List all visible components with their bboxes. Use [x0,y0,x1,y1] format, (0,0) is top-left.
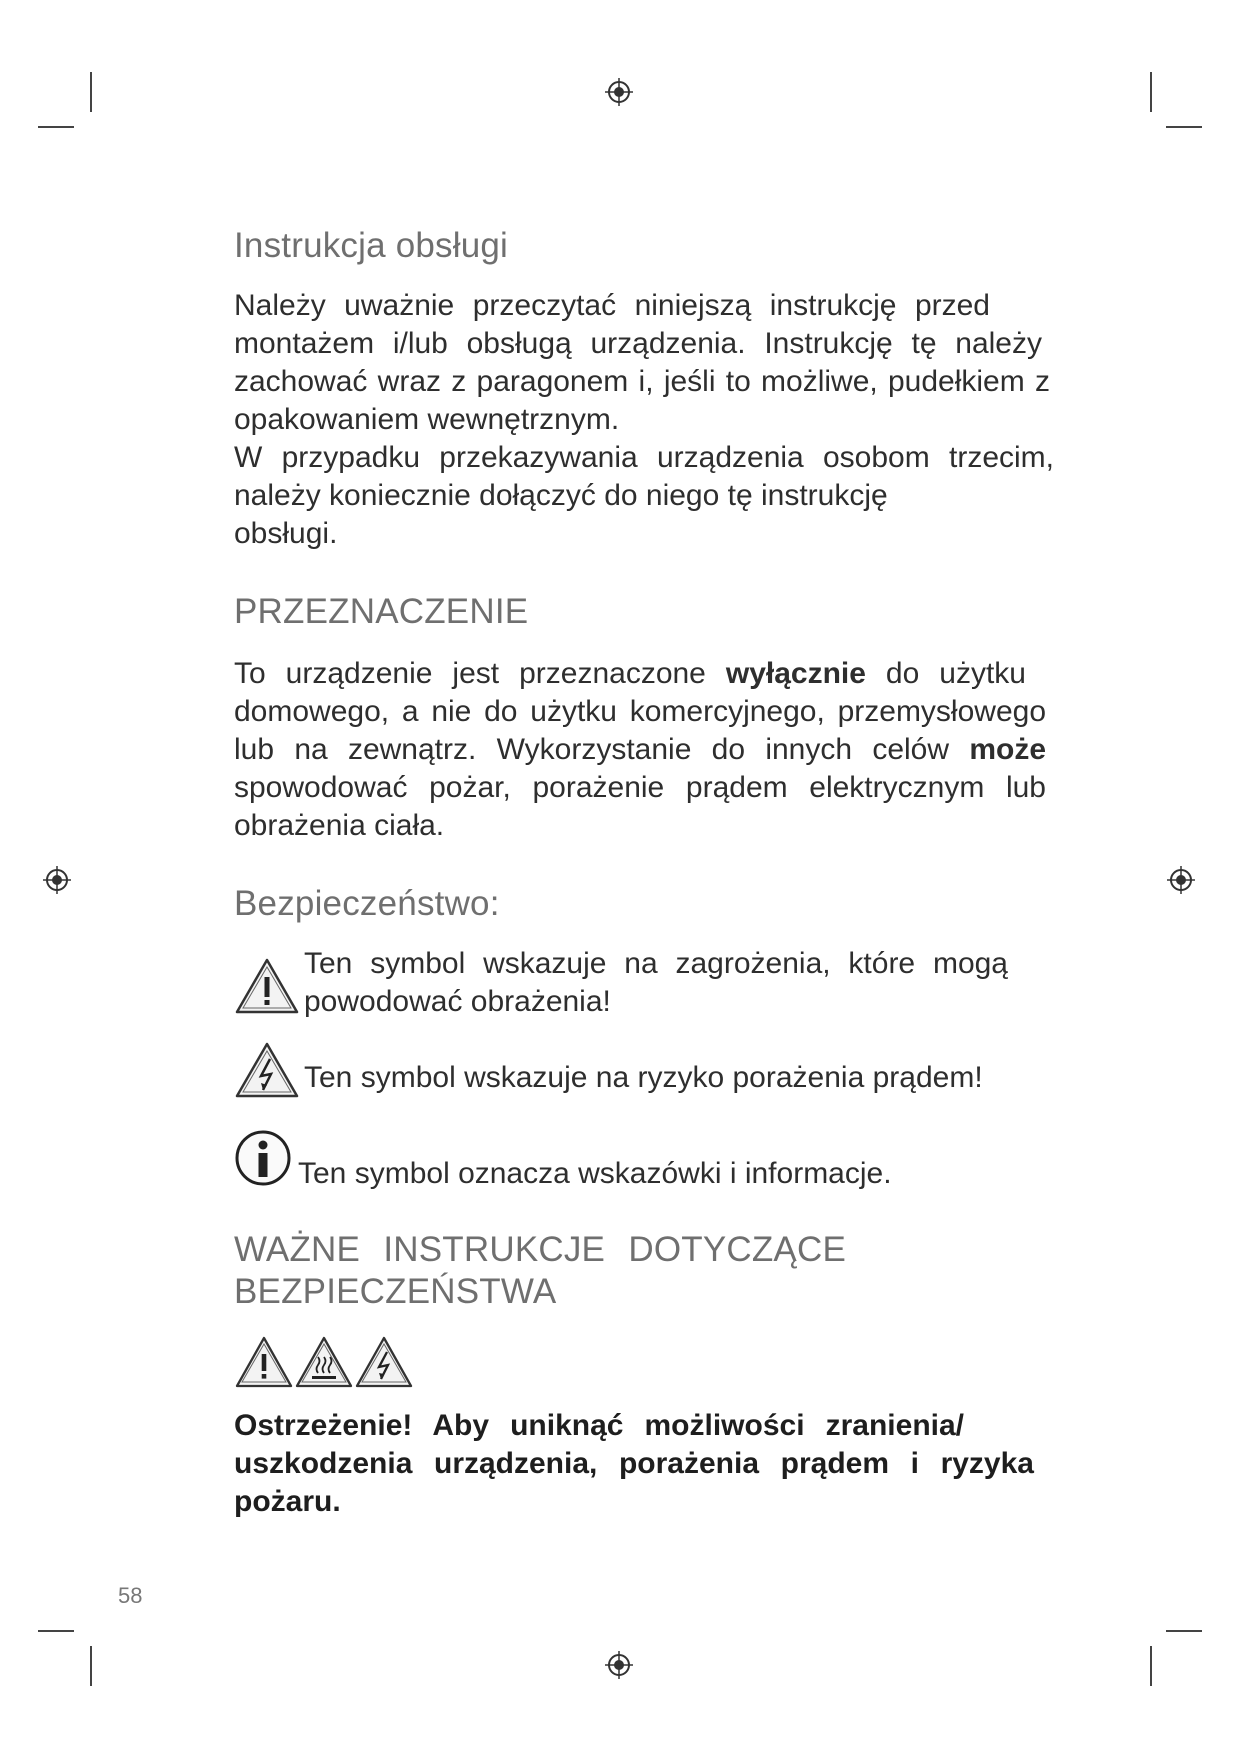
text-line: należy koniecznie dołączyć do niego tę instrukcję obsługi. [234,479,888,550]
registration-mark-icon [42,865,72,895]
text-line: Ten symbol wskazuje na zagrożenia, które mogą [304,947,1008,980]
text-line: montażem i/lub obsługą urządzenia. Instrukcję tę należy [234,327,1042,360]
manual-heading: Instrukcja obsługi [234,226,509,265]
text-line: Ostrzeżenie! Aby uniknąć możliwości zranienia/ [234,1409,964,1442]
text-line: Ten symbol wskazuje na ryzyko porażenia prądem! [304,1061,983,1094]
info-circle-icon [234,1129,296,1191]
crop-mark [38,126,74,128]
electric-shock-triangle-icon [354,1335,414,1389]
symbol-row-info [234,1129,1060,1195]
text-line: domowego, a nie do użytku komercyjnego, przemysłowego [234,695,1046,728]
electric-shock-triangle-icon [234,1041,300,1099]
crop-mark [90,72,92,112]
manual-paragraph [234,287,1054,553]
heading-line: WAŻNE INSTRUKCJE DOTYCZĄCE [234,1230,846,1269]
purpose-text: To urządzenie jest przeznaczone [234,657,726,690]
safety-warning-text [234,1407,1060,1521]
text-line: pożaru. [234,1485,341,1518]
safety-heading: Bezpieczeństwo: [234,884,500,923]
text-line: powodować obrażenia! [304,985,611,1018]
warning-triangle-icon [234,1335,294,1389]
purpose-text: lub na zewnątrz. Wykorzystanie do innych celów [234,733,970,766]
text-line: opakowaniem wewnętrznym. [234,403,620,436]
registration-mark-icon [604,1650,634,1680]
text-line: Należy uważnie przeczytać niniejszą instrukcję przed [234,289,990,322]
text-line [234,731,1046,769]
symbol-text [304,1059,983,1097]
symbol-row-warning [234,945,1060,1021]
text-line: zachować wraz z paragonem i, jeśli to możliwe, pudełkiem z [234,365,1050,398]
text-line: W przypadku przekazywania urządzenia osobom trzecim, [234,441,1054,474]
hot-surface-triangle-icon [294,1335,354,1389]
purpose-heading: PRZEZNACZENIE [234,592,529,631]
warning-triangle-icon [234,957,300,1015]
crop-mark [1150,72,1152,112]
page-content [234,225,1060,1521]
text-line [234,655,1026,693]
heading-line: BEZPIECZEŃSTWA [234,1272,557,1311]
symbol-text [304,945,1008,1021]
text-line: obrażenia ciała. [234,809,445,842]
purpose-bold-text: może [969,733,1046,766]
symbol-row-shock [234,1041,1060,1105]
crop-mark [1166,1630,1202,1632]
crop-mark [90,1646,92,1686]
text-line: uszkodzenia urządzenia, porażenia prądem i ryzyka [234,1447,1034,1480]
crop-mark [1166,126,1202,128]
page-number: 58 [118,1583,143,1608]
purpose-paragraph [234,655,1060,845]
purpose-bold-text: wyłącznie [725,657,866,690]
registration-mark-icon [604,77,634,107]
registration-mark-icon [1166,865,1196,895]
warning-icons-row [234,1335,1060,1393]
purpose-text: do użytku [865,657,1026,690]
text-line: spowodować pożar, porażenie prądem elektrycznym lub [234,771,1046,804]
important-heading [234,1229,1060,1313]
text-line: Ten symbol oznacza wskazówki i informacje. [298,1157,892,1190]
crop-mark [38,1630,74,1632]
symbol-text [298,1155,892,1193]
crop-mark [1150,1646,1152,1686]
